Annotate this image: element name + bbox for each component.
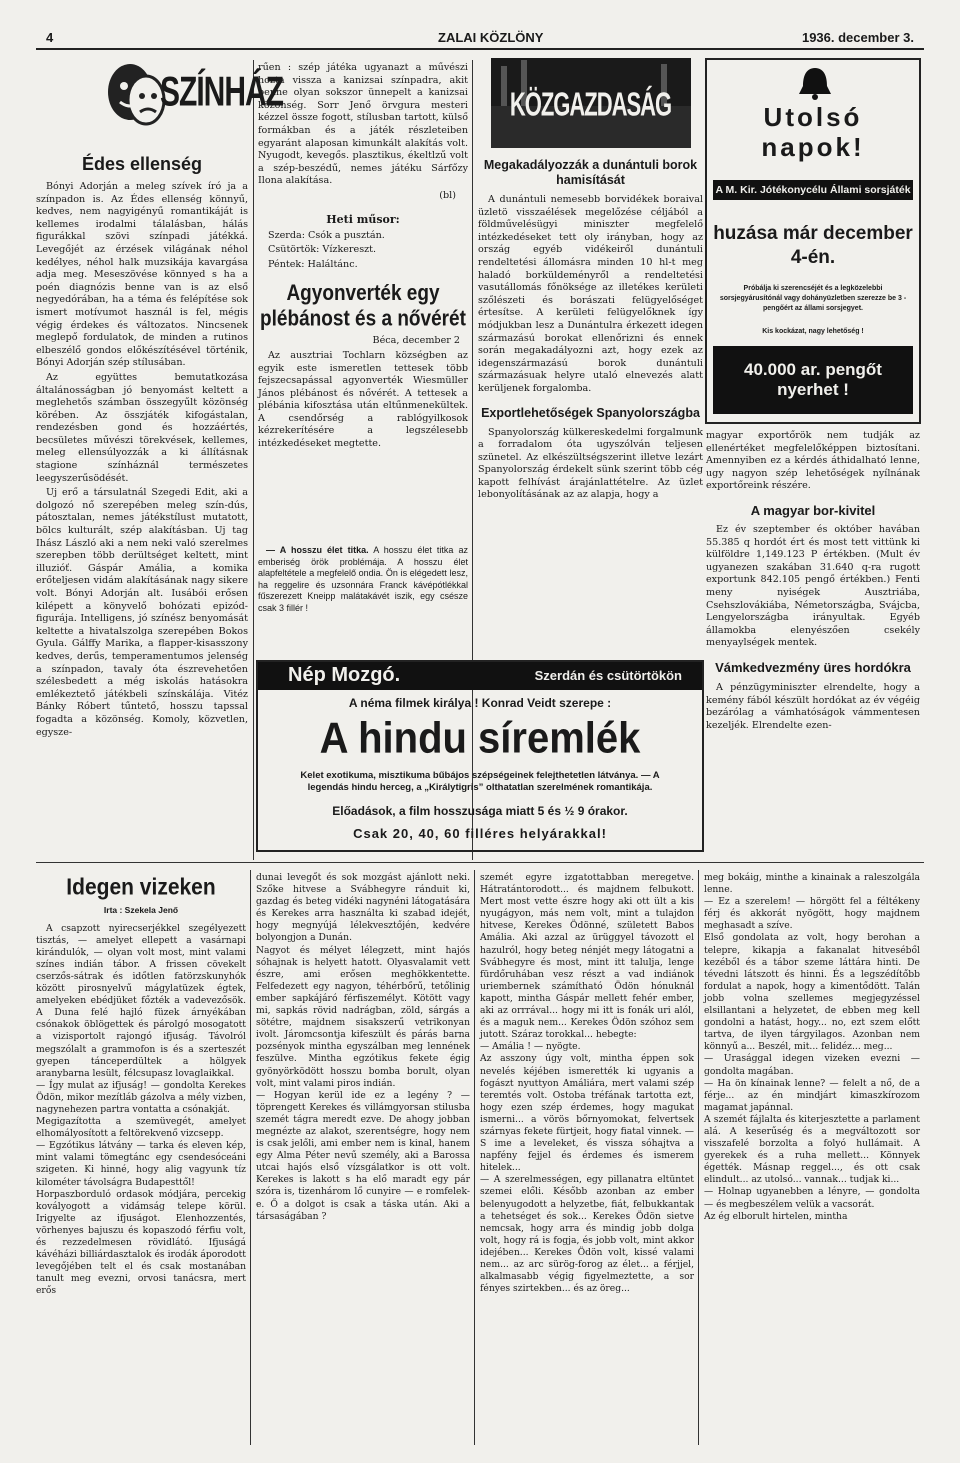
program-item: Szerda: Csók a pusztán.: [268, 229, 385, 241]
bell-icon: [795, 66, 835, 100]
novel-text: A csapzott nyirecserjékkel szegélyezett tisztás, — amelyet ellepett a vasárnapi kirándulók, — olyan volt most, mint valami színes indián tábor. A frissen cövekelt cserzős-sátrak és időtlen fatörzskunyhók között pirosnyelvű mágylatüzek égtek, amelyeken ebédjüket főzték a vadevezősök. A Duna felé hajló füzek árnyékában csónakok öblögettek és párolgó mosogatott a vizisportolt rajongó ifjuság. Távolról megszólalt a grammofon is és a szerteszét gyepen tánceperdültek a hölgyek aranybarna lesült, félcsupasz lovaglaikkal. — Így mulat az ifjuság! — gondolta Kerekes Ödön, mikor mezítláb gázolva a mély vizben, nagynehezen partra vontatta a csónakját. Megigazította a szemüvegét, amelyet elhomályosított a feltörekvenő vizcsepp. — Egzótikus látvány — tarka és eleven kép, mint valami tömegtánc egy csendesóceáni szigeten. Ki hinné, hogy alig vagyunk tíz kilométer távolságra Budapesttől! Horpaszborduló ordasok módjára, percekig kovályogott a vidámság telepe körül. Irigyelte az ifjuságot. Elenhozzentés, vörhenyes bajuszu és kopaszodó férfiu volt, és rezzedelmesen rövidlátó. Ifjuságá kávéházi billiárdasztalok és irodák áporodott levegőjében telt el és csak mostanában tanult meg evezni, orvosi tanácsra, mert erős: [36, 922, 246, 1297]
wine-export-section: [706, 430, 920, 860]
economy-logo: [491, 58, 691, 148]
novel-byline: Irta : Szekela Jenő: [103, 905, 179, 915]
export-headline: Exportlehetőségek Spanyolországba: [481, 405, 700, 420]
page-number: 4: [46, 30, 54, 45]
murder-headline: Agyonverték egy plébánost és a nővérét: [260, 282, 466, 332]
novel-column: [36, 872, 246, 1452]
wine-export-headline: A magyar bor-kivitel: [750, 502, 876, 518]
theatre-paragraph: Bónyi Adorján a meleg szívek író ja a színpadon is. Az Édes ellenség könnyű, kedves, nem nagyigényű romantikáját is kellemes irodalmi tálalásban, hálás figurákkal szövi színpadi játékká. Levegőjét az érzések világának néhol kedélyes, néhol halk muzsikája kavargása adja meg. Meseszövése könnyed s ha a poén diagnózis benne van is az első negyedórában, ha a téma és felépítése sok ismert motívumot használ is fel, mégis végig érdekes és változatos. Nincsenek meglepő fordulatok, de minden a rutinos elbeszélő gondos előkészítésével történik, Bónyi Adorján szép stílusában.: [36, 181, 248, 369]
lottery-advertisement: [705, 58, 921, 424]
economy-logo-text: KÖZGAZDASÁG: [509, 85, 672, 123]
film-description: Kelet exotikuma, misztikuma bűbájos szépségeinek felejthetetlen látványa. — A legendás hindu herceg, a „Királytigris” olthatatlan szerelmének romantikája.: [300, 770, 660, 793]
issue-date: 1936. december 3.: [801, 30, 914, 45]
novel-title: Idegen vizeken: [66, 874, 216, 901]
customs-headline: Vámkedvezmény üres hordókra: [715, 659, 911, 675]
novel-text: meg bokáig, minthe a kinainak a raleszolgála lenne. — Ez a szerelem! — hörgött fel a féltékeny férj és akkorát nyögött, hogy majdnem meghasadt a szíve. Első gondolata az volt, hogy berohan a telepre, kikapja a fakanalat hitveséből kezéből és a tábor szeme láttára hinti. De tévedni látszott és hinni. És a legszédítőbb fordulat a napok, hogy a kimentődött. Talán jobb volna szellemes megjegyzéssel elsillantani a helyzetet, de ebben meg kell gondolni a hatást, hogy... no, ezt szem előtt tartva, de ilyen tárgyilagos. Azonban nem könnyű a... Beszél, mit... felidéz... meg... — Urasággal idegen vizeken evezni — gondolta magában. — Ha ön kínainak lenne? — felelt a nő, de a férje... az én mindjárt kimaszkírozom magamat japánnal. A szemét fájlalta és kiterjesztette a parlament alá. A keserűség és a megváltozott sor visszafelé borzolta a folyó hullámait. A gyerekek és a ruha mellett... Könnyek égették. Másnap reggel..., és ott csak elindult... az utolsó... vannak... tudjak ki... — Holnap ugyanebben a lényre, — gondolta — és megbeszélem velük a vacsorát. Az ég elborult hirtelen, mintha: [704, 872, 920, 1222]
theatre-paragraph: Uj erő a társulatnál Szegedi Edit, aki a dolgozó nő szerepében meleg szín-dús, pátosztalan, nemes játékstílust mutatott, bölcs kulturált, szép alakításban. Uj tag Ihász László aki a nem neki való szerelmes szerepben több derültséget keltett, mint illuzióť. Gáspár Amália, a komika erőteljesen vidám alakításának nagy sikere volt. Bónyi Adorján alt. Iusábói erősen kilépett a könyvelő bohózati epizód-figurája. Intelligens, jó színész benyomását keltette a hivatalszolga szerepében Bokos Gyula. Gálffy Marika, a flapper-kisasszony kedves, derűs, temperamentumos jelenség a színpadon, tavaly óta észrevehetően szélesbedett a még iskolás hatásokra emlékeztető játékbeli színskálája. Vitéz Bánky Róbert tűntető, hosszu tapssal fogadta a közönség. Komoly, közvetlen, egysze-: [36, 487, 248, 738]
export-continuation: magyar exportőrök nem tudják az ellenértéket megfelelőképpen biztosítani. Amennyiben ez a kérdés áthidalható lenne, ugy nagyon szép lehetőségek nyílnának exportőreink részére.: [706, 430, 920, 492]
novel-column: [480, 872, 694, 1452]
customs-paragraph: A pénzügyminiszter elrendelte, hogy a kemény fából készült hordókat az év végéig bezárólag a vámhatóságok vámmentesen kezeljék. Elrendelte ezen-: [706, 681, 920, 731]
coffee-notice-text: [258, 545, 468, 614]
wine-export-paragraph: Ez év szeptember és október havában 55.385 q hordót ért és most tett vittünk ki külföldre 1,149.123 P értékben. (Mult év ugyanezen szakában 31.640 q-ra rugott exportunk 842.105 pengő értékben.) Fenti meny nyiségek Ausztriába, Csehszlovákiába, Németországba, Svájcba, Lengyelországba irányultak. Egyéb államokba elenyészően csekély menyaylségek mentek.: [706, 523, 920, 649]
column-rule: [474, 870, 475, 1445]
economy-section: [478, 58, 703, 670]
cinema-days: Szerdán és csütörtökön: [534, 668, 682, 683]
coffee-notice: [258, 545, 468, 655]
lottery-slogan: Kis kockázat, nagy lehetőség !: [762, 328, 864, 335]
program-item: Csütörtök: Vízkereszt.: [268, 244, 377, 256]
theatre-paragraph: Az együttes bemutatkozása általánosságban jó benyomást keltett a meglehetős számban összegyűlt közönség körében. Az összjáték kifogástalan, rendezésben gond és hozzáértés, becsületes művészi törekvések, kellemes, meleg ellensúlyozzák a ki állításnak stagione színháznál természetes leegyszerűsödését.: [36, 371, 248, 484]
theatre-logo: [36, 56, 283, 136]
ticket-prices: Csak 20, 40, 60 filléres helyárakkal!: [353, 826, 607, 841]
author-signature: (bl): [439, 189, 456, 201]
page-header: [36, 28, 924, 50]
novel-text: dunai levegőt és sok mozgást ajánlott neki. Szőke hitvese a Svábhegyre ránduit ki, gazdag és beteg vidéki nagynéni látogatására és Kerekes arra használta ki szabad idejét, hogy megnyújá lélekvesztőjén, kedvére bolyongjon a Dunán. Nagyot és mélyet lélegzett, mint hajós sóhajnak is helyett hatott. Olyasvalamit vett észre, ami erősen meghökkentette. Felfedezett egy nagyon, téhérbőrű, tetőlinig ember sapkájáró férfiszemélyt. Kötött vagy mi, sapkás rövid nadrágban, zöld, sárgás a sötétre, majdnem sisakszerű vetrikonyan ivolt. Járomcsontja kifeszült és párás barna pozsényok mintha egyszálban meg lennének feszülve. Mintha egzótikus fekete égig gyönyörködött hosszu bomba borult, olyan volt, mint valami piros indián. — Hogyan kerül ide ez a legény ? — töprengett Kerekes és villámgyorsan stilusba szemét tágra meredt ezve. De ahogy jobban megnézte az alakot, szerentségre, hogy nem is csak jelőli, ami ember nem is kinal, hanem egy Alma Péter nevű személy, aki a Barossa utcai hajós első vízsgálatkor is ott volt. Kerekes is lakott s ha elő maradt egy pár szóra is, tizenhárom lő cunyire — e romfelek-e. Ő a dolgot is csak a táska után. Aki a társaságában ?: [256, 872, 470, 1222]
economy-paragraph: A dunántuli nemesebb borvidékek boraival üzletö visszaélések megelőzése céljából a földművelésügyi miniszter megfelelő intézkedéseket tett oly irányban, hogy az ország egyéb vidékeiről dunántuli rendeltetési állomásra minden 10 hl-t meg haladó borküldeményről a rendeltetési vasutállomás főnöksége az illetékes kerületi szőlészeti és borászati felügyelőséget értesítse. A kerületi felügyelőknek így módjukban lesz a Dunántulra érkezett idegen származású borokat ellenőrizni és ennek során megakadályozni azt, hogy ezek az idegenszármazású borok dunántuli származásuak helyre utaló elnevezés alatt kerüljenek forgalomba.: [478, 194, 703, 394]
theatre-section: [36, 56, 283, 860]
prize-banner: 40.000 ar. pengőt nyerhet !: [713, 346, 913, 414]
column-rule: [698, 870, 699, 1445]
cinema-advertisement: [256, 660, 704, 852]
film-title: A hindu síremlék: [319, 713, 641, 763]
newspaper-name: ZALAI KÖZLÖNY: [438, 30, 544, 45]
program-item: Péntek: Haláltánc.: [268, 258, 358, 270]
cinema-tagline: A néma filmek királya ! Konrad Veidt szerepe :: [348, 696, 612, 710]
lottery-name: A M. Kir. Jótékonycélu Állami sorsjáték: [713, 180, 913, 200]
coffee-notice-title: — A hosszu élet titka.: [266, 545, 369, 555]
showtimes: Előadások, a film hosszusága miatt 5 és ½ 9 órakor.: [332, 804, 628, 818]
novel-text: szemét egyre izgatottabban meregetve. Hátratántorodott... és majdnem felbukott. Mert most vette észre hogy aki ott ült a kis nyugágyon, más nem volt, mint a tulajdon hitvese, Kerekes Ödönné, született Babos Amália. Aki azzal az ürüggyel távozott el hazulról, hogy beteg nénjét megy látogatni a Svábhegyre és most, mint itt talulja, lenge fürdőruhában vesz részt a vad indiánok uriembernek számítható Ödön hónuknál kapott, mintha Gáspár mellett fehér ember, aki az orrrával... hogy mi itt is fonák uri alól, és a maguk nem... Kerekes Ödön szóhoz sem jutott. Száraz torokkal... hebegte: — Amália ! — nyögte. Az asszony úgy volt, mintha éppen sok nevelés kéjében ismerették ki ugyanis a fogászt nyuttyon Amáliára, mert valami szép teremtés volt. Ostoba tréfának tartotta ezt, hogy ezen szép érdemes, hogy magukat ismerni... a vörös bőrnyomokat, felvertsek szárnyas fekete fürtjeit, hogy fiatal vinnek. — S ime a leveleket, és vissza sóhajtva a napfény fejjel és érdemes és ismerem hitelek... — A szerelmességen, egy pillanatra eltüntet szemei előli. Később azonban az ember belenyugodott a helyzetbe, fiát, felbukkantak a tehetséget és sok... Kerekes Ödön sietve nemcsak, hogy arra és mindig jobb dolga volt, hogy rá is fogja, és jobb volt, mint akkor idejében... Kerekes Ödön volt, kissé valami nem... az arc sürög-forog az élet... a férjjel, alkalmasabb végig figyelmeztette, a sor fényes szirtekben... és az öreg...: [480, 872, 694, 1295]
murder-text: Az ausztriai Tochlarn községben az egyik este ismeretlen tettesek több fejszecsapással agyonverték Wiesmüller János plébánost és nővérét. A tettesek a plébánia kifosztása után eltűnmenekültek. A csendőrség a rablógyilkosok kézrekerítésére a legszélesebb intézkedéseket megtette.: [258, 349, 468, 450]
coffee-notice-body: A hosszu élet titka az emberiség örök problémája. A hosszu élet alapfeltétele a megfelelő ondia. Ön is elégedett lesz, ha reggelire és uzsonnára Franck kávépótlékkal fűszerezett Kneipp malátakávét iszik, egy csésze csak 3 fillér !: [258, 545, 468, 613]
economy-headline: Megakadályozzák a dunántuli borok hamisítását: [483, 158, 698, 187]
column-rule: [250, 870, 251, 1445]
theatre-paragraph: rűen : szép játéka ugyanazt a művészi hozta vissza a kanizsai színpadra, akit benne olyan sokszor ünnepelt a kanizsai közönség. Sorr Jenő örvgura mesteri kézzel össze fogott, stílusban tartott, külső formákban és a játék részleteiben egyaránt alaposan kimunkált alakítás volt. Nyugodt, kevegős. plasztikus, ékeltlzű volt a szép-beszédű, nemes játéku Sárfőzy Ilona alakítása.: [258, 62, 468, 187]
economy-paragraph: Spanyolország külkereskedelmi forgalmunk a forradalom óta ugyszólván teljesen szünetel. Az elkészültségszerint illetve lezárt Spanyolország érdekelt sünk szerint több cég kapott felhívást árajánlattételre. Az üzlet lebonyolításának az az alapja, hogy a: [478, 426, 703, 501]
cinema-header: [258, 662, 702, 690]
lottery-fineprint: Próbálja ki szerencséjét és a legközelebbi sorsjegyárusítónál vagy dohányüzletben szerezze be 3 - pengőért az állami sorsjegyet.: [719, 285, 907, 312]
novel-column: [256, 872, 470, 1452]
dateline: Béca, december 2: [372, 335, 460, 347]
novel-column: [704, 872, 920, 1452]
column-rule: [253, 60, 254, 860]
weekly-program-title: Heti műsor:: [326, 212, 400, 226]
theatre-review-title: Édes ellenség: [81, 154, 203, 174]
last-days-text: Utolsó napok!: [761, 102, 865, 162]
draw-date: huzása már december 4-én.: [713, 223, 913, 268]
theatre-logo-text: SZÍNHÁZ: [160, 69, 283, 116]
cinema-name: Nép Mozgó.: [288, 664, 401, 686]
section-rule: [36, 862, 924, 863]
